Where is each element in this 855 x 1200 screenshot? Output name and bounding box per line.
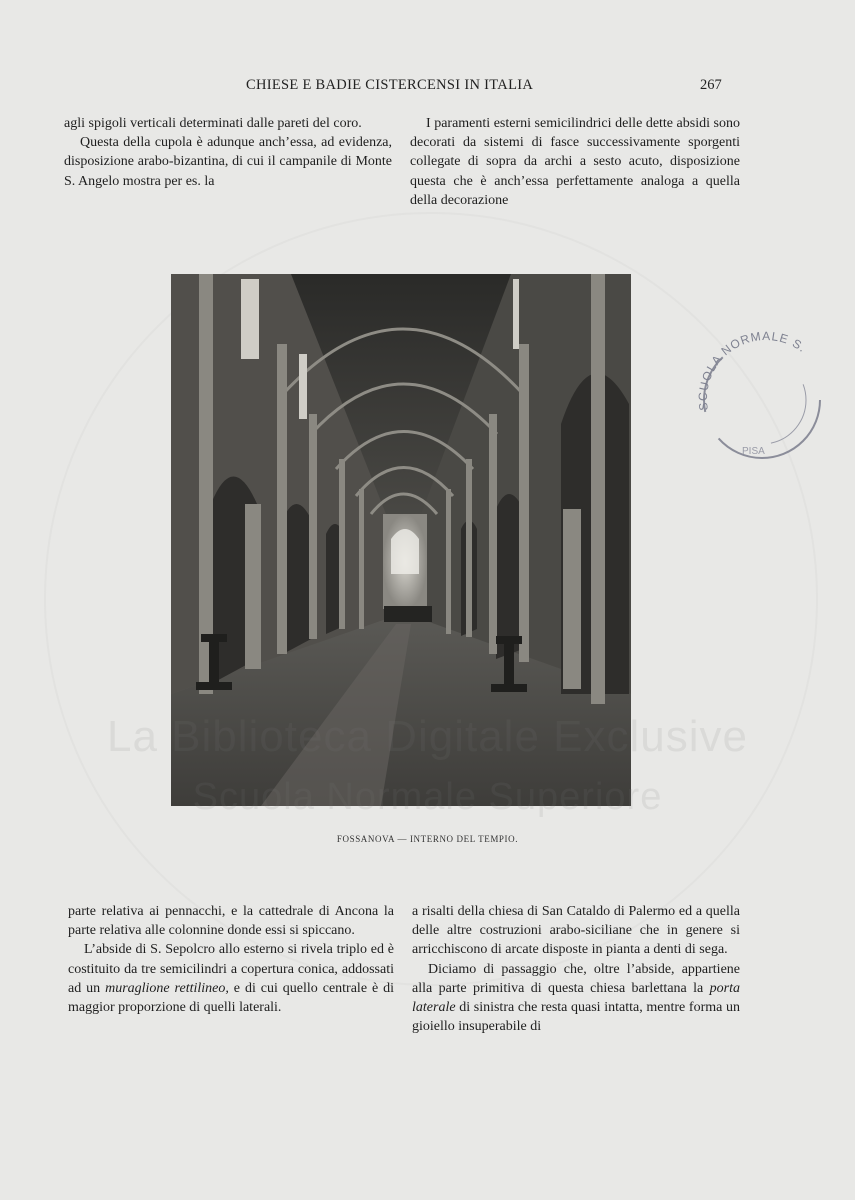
stamp-text: SCUOLA NORMALE S.: [695, 330, 810, 412]
text-column-top-left: [64, 114, 392, 191]
paragraph: parte relativa ai pennacchi, e la cattedrale di Ancona la parte relativa alle colonnine donde essi si spiccano.: [68, 904, 394, 939]
paragraph: [412, 960, 740, 1037]
italic-text: muraglione rettilineo,: [105, 980, 229, 996]
figure-caption: FOSSANOVA — INTERNO DEL TEMPIO.: [336, 834, 519, 844]
running-title: CHIESE E BADIE CISTERCENSI IN ITALIA: [246, 77, 534, 93]
paragraph: agli spigoli verticali determinati dalle pareti del coro.: [64, 116, 362, 131]
text-run: e di cui quello centrale è di maggior proporzione di quelli laterali.: [68, 980, 394, 1016]
text-run: Diciamo di passaggio che, oltre l’abside, appartiene alla parte primitiva di questa chiesa barlettana la: [412, 961, 740, 996]
text-run: di sinistra che resta quasi intatta, mentre forma un gioiello insuperabile di: [412, 1000, 740, 1035]
stamp-city: PISA: [742, 446, 765, 457]
library-stamp: [694, 330, 834, 460]
text-column-bottom-left: [68, 902, 394, 1017]
page-number: 267: [700, 77, 722, 93]
paragraph: [68, 940, 394, 1017]
text-run: L’abside di S. Sepolcro allo esterno si rivela triplo ed è costituito da tre semicilindri a copertura conica, addossati ad un: [68, 942, 394, 996]
text-column-top-right: [410, 114, 740, 210]
svg-text:SCUOLA NORMALE S.: [696, 330, 809, 411]
paragraph: Questa della cupola è adunque anch’essa, ad evidenza, disposizione arabo-bizantina, di cui il campanile di Monte S. Angelo mostra per es. la: [64, 135, 392, 189]
watermark-line-1: La Exclusive: [107, 712, 748, 761]
church-interior-photo: [171, 274, 631, 806]
paragraph: I paramenti esterni semicilindrici delle dette absidi sono decorati da sistemi di fasce successivamente sporgenti collegate di sopra da archi a sesto acuto, disposizione questa che è anch’essa perfettamente analoga a quella della decorazione: [410, 116, 740, 208]
italic-text: porta laterale: [412, 980, 740, 1016]
paragraph: a risalti della chiesa di San Cataldo di Palermo ed a quella delle altre costruzioni arabo-siciliane che in genere si arricchiscono di arcate disposte in pianta a denti di sega.: [412, 904, 740, 958]
text-column-bottom-right: [412, 902, 740, 1036]
